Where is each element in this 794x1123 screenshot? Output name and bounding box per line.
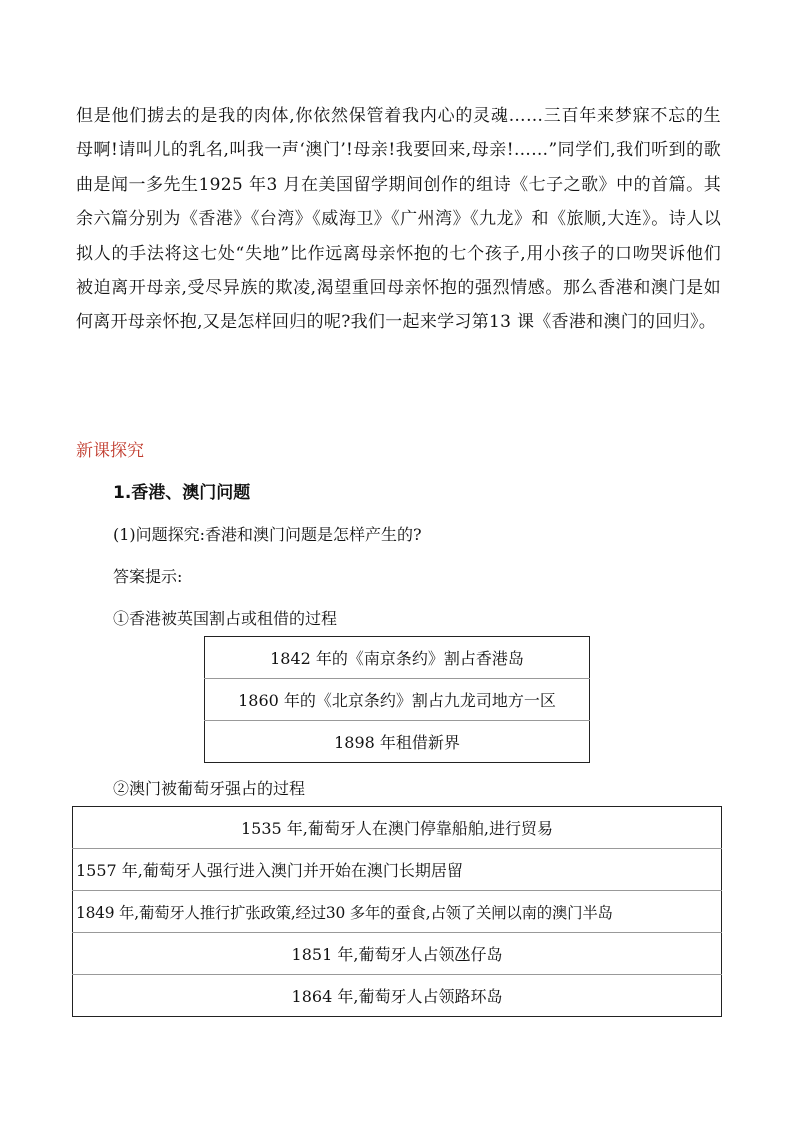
table-row [205, 637, 590, 679]
table-cell: 1849 年,葡萄牙人推行扩张政策,经过30 多年的蚕食,占领了关闸以南的澳门半岛 [73, 891, 722, 933]
intro-paragraph: 但是他们掳去的是我的肉体,你依然保管着我内心的灵魂……三百年来梦寐不忘的生母啊!请叫儿的乳名,叫我一声‘澳门’!母亲!我要回来,母亲!……”同学们,我们听到的歌曲是闻一多先生1925 年3 月在美国留学期间创作的组诗《七子之歌》中的首篇。其余六篇分别为《香港》《台湾》《威海卫》《广州湾》《九龙》和《旅顺,大连》。诗人以拟人的手法将这七处“失地”比作远离母亲怀抱的七个孩子,用小孩子的口吻哭诉他们被迫离开母亲,受尽异族的欺凌,渴望重回母亲怀抱的强烈情感。那么香港和澳门是如何离开母亲怀抱,又是怎样回归的呢?我们一起来学习第13 课《香港和澳门的回归》。 [76, 106, 721, 333]
table-cell: 1557 年,葡萄牙人强行进入澳门并开始在澳门长期居留 [73, 849, 722, 891]
section-label: 新课探究 [76, 441, 144, 461]
table-cell: 1864 年,葡萄牙人占领路环岛 [291, 987, 503, 1006]
macau-table-title: ②澳门被葡萄牙强占的过程 [113, 779, 306, 798]
table-row [73, 849, 722, 891]
table-cell: 1860 年的《北京条约》割占九龙司地方一区 [205, 679, 590, 721]
section-heading: 1.香港、澳门问题 [113, 483, 251, 503]
table-cell: 1898 年租借新界 [334, 733, 460, 752]
table-cell: 1842 年的《南京条约》割占香港岛 [205, 637, 590, 679]
table-row [205, 721, 590, 763]
table-cell: 1851 年,葡萄牙人占领氹仔岛 [73, 933, 722, 975]
answer-hint: 答案提示: [113, 567, 183, 586]
question-text: (1)问题探究:香港和澳门问题是怎样产生的? [113, 525, 422, 544]
macau-table [72, 806, 722, 1017]
hk-table [204, 636, 590, 763]
table-row [73, 807, 722, 849]
table-row [73, 891, 722, 933]
table-cell: 1535 年,葡萄牙人在澳门停靠船舶,进行贸易 [73, 807, 722, 849]
table-row [205, 679, 590, 721]
hk-table-title: ①香港被英国割占或租借的过程 [113, 609, 338, 628]
table-row [73, 933, 722, 975]
table-row [73, 975, 722, 1017]
